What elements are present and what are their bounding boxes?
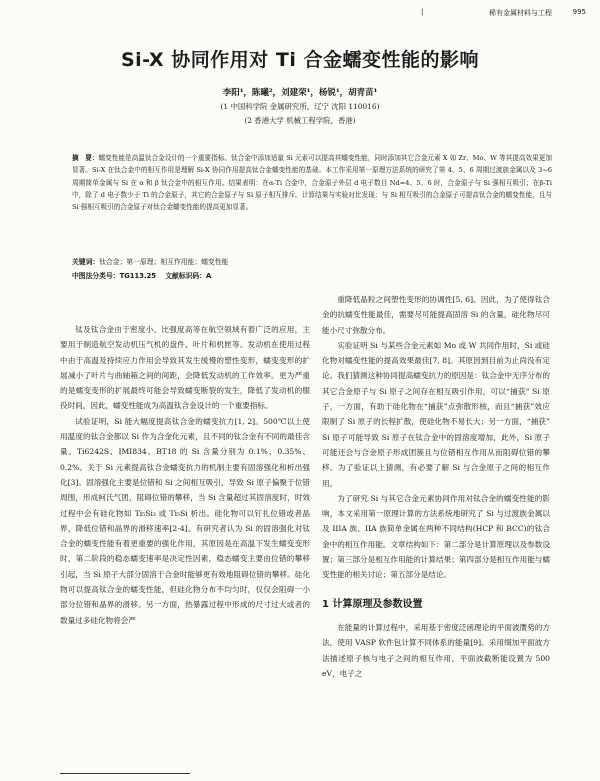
left-column (60, 322, 310, 628)
affiliation-2: (2 香港大学 机械工程学院，香港) (244, 116, 356, 125)
section-heading: 1 计算原理及参数设置 (322, 598, 423, 610)
paragraph: 在能量的计算过程中，采用基于密度泛函理论的平面波赝势的方法，使用 VASP 软件包计算不同体系的能量[9]。采用缀加平面波方法描述原子核与电子之间的相互作用，平面波截断能设置为 500 eV，电子之 (322, 622, 550, 678)
paragraph: 重降低晶粒之间塑性变形的协调性[5, 6]。因此，为了使得钛合金的抗蠕变性能最佳，需要尽可能提高固溶 Si 的含量，硅化物尽可能小尺寸弥散分布。 (322, 295, 550, 335)
journal-name: 稀有金属材料与工程 (489, 9, 552, 17)
paragraph: 试验证明，Si 能大幅度提高钛合金的蠕变抗力[1, 2]。500℃以上使用温度的钛合金都以 Si 作为合金化元素，且不同的钛合金有不同的最佳含量。Ti6242S、IMI834、BT18 的 Si 含量分别为 0.1%、0.35%、0.2%。关于 Si 元素提高钛合金蠕变抗力的机制主要有固溶强化和析出强化[3]。固溶强化主要是位错和 Si 之间相互吸引，导致 Si 原子偏聚于位错周围，形成柯氏气团，阻碍位错的攀移，当 Si 含量超过其固溶度时，时效过程中会有硅化物如 Ti₅Si₃ 或 Ti₅Si 析出。硅化物可以钉扎位错或者晶界，降低位错和晶界的滑移速率[2-4]。有研究者认为 Si 的固溶强化对钛合金的蠕变性能有着更重要的强化作用，其原因是在高温下发生蠕变变形时，第二阶段的稳态蠕变速率是决定性因素，稳态蠕变主要由位错的攀移引起，当 Si 原子大部分固溶于合金时能够更有效地阻碍位错的攀移。硅化物可以提高钛合金的蠕变性能，但硅化物分布不均匀时，仅仅会阻碍一小部分位错和晶界的滑移。另一方面，热暴露过程中形成的尺寸过大或者的数量过多硅化物将会严 (60, 416, 310, 625)
abstract-text: 蠕变性能是高温钛合金设计的一个重要指标。钛合金中添加适量 Si 元素可以提高其蠕变性能，同时添加其它合金元素 X 如 Zr、Mo、W 等其提高效果更加显著。Si-X 在钛合金中的相互作用是理解 Si-X 协同作用提高钛合金蠕变性能的基础。本工作采用第一原理方法系统的研究了第 4、5、6 周期过渡族金属以及 3~6 周期简单金属与 Si 在 α 和 β 钛合金中的相互作用。结果表明：在α-Ti 合金中，合金原子外层 d 电子数目 Nd=4、5、6 时，合金原子与 Si 强相互吸引；在β-Ti 中，除了 d 电子数少于 Ti 的合金原子，其它的合金原子与 Si 原子相互排斥。计算结果与实验对比发现：与 Si 相互吸引的合金原子可提高钛合金的蠕变性能，且与 Si 强相互吸引的合金原子对钛合金蠕变性能的提高更加显著。 (72, 154, 552, 212)
paragraph: 钛及钛合金由于密度小、比强度高等在航空领域有着广泛的应用，主要用于制造航空发动机压气机的盘件、叶片和机匣等。发动机在使用过程中由于高温及持续应力作用会导致其发生缓慢的塑性变形，蠕变变形的扩展减小了叶片与曲轴箱之间的间距，会降低发动机的工作效率。更为严重的是蠕变变形的扩展最终可能会导致蠕变断裂的发生，降低了发动机的服役时间，因此，蠕变性能成为高温钛合金设计的一个重要指标。 (60, 325, 310, 411)
paper-title: Si-X 协同作用对 Ti 合金蠕变性能的影响 (120, 49, 479, 71)
paragraph: 实验证明 Si 与某些合金元素如 Mo 或 W 共同作用时，Si 或硅化物对蠕变性能的提高效果最佳[7, 8]。其原因到目前为止尚没有定论。我们猜测这种协同提高蠕变抗力的原因是：钛合金中无序分布的其它合金原子与 Si 原子之间存在相互吸引作用，可以“捕获” Si 原子，一方面，有助于硅化物在“捕获”点弥散形核，而且“捕获”效应限制了 Si 原子的长程扩散，使硅化物不易长大；另一方面，“捕获” Si 原子可能导致 Si 原子在钛合金中的固溶度增加，此外，Si 原子可能还会与合金原子形成团簇且与位错相互作用从而阻碍位错的攀移。为了验证以上猜测，有必要了解 Si 与合金原子之间的相互作用。 (322, 340, 550, 488)
header-divider: | (421, 8, 424, 16)
abstract-label: 摘 要： (72, 154, 99, 162)
footnote-rule (60, 773, 190, 774)
keywords-label: 关键词： (72, 258, 100, 266)
keywords-text: 钛合金；第一原理；相互作用能；蠕变性能 (99, 258, 229, 266)
paragraph: 为了研究 Si 与其它合金元素协同作用对钛合金的蠕变性能的影响，本文采用第一原理计算的方法系统地研究了 Si 与过渡族金属以及 IIIA 族、IIA 族简单金属在两种不同结构(HCP 和 BCC)的钛合金中的相互作用能。文章结构如下：第二部分是计算原理以及参数设置；第三部分是相互作用能的计算结果；第四部分是相互作用能与蠕变性能的相关讨论；第五部分是结论。 (322, 493, 550, 580)
keywords (72, 256, 228, 266)
running-header (0, 8, 600, 22)
affiliation-1: (1 中国科学院 金属研究所，辽宁 沈阳 110016) (220, 102, 380, 111)
abstract (72, 152, 552, 213)
right-column (322, 292, 550, 681)
author-list: 李阳¹，陈曦²，刘建荣¹，杨锐¹，胡青苗¹ (222, 88, 378, 98)
classification: 中图法分类号：TG113.25 文献标识码：A (72, 272, 212, 280)
page-number: 995 (572, 8, 586, 16)
